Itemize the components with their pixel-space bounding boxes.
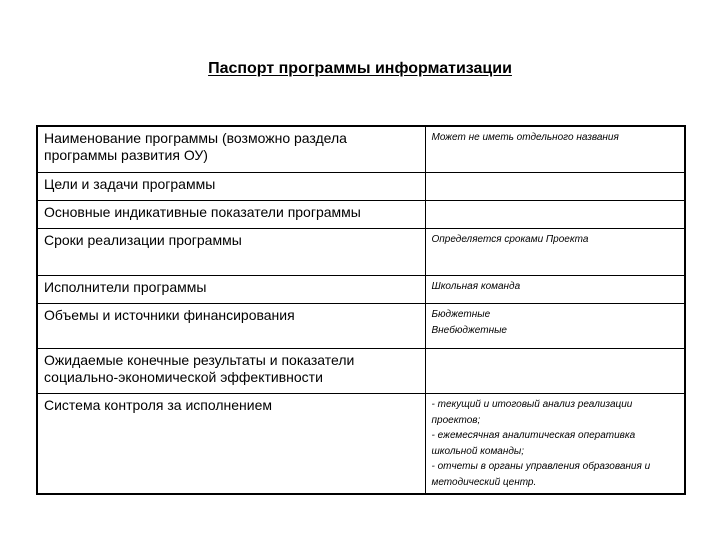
passport-table: [36, 125, 686, 495]
row-value-funding: [425, 304, 685, 348]
value-line: Бюджетные: [431, 309, 491, 321]
table-row: [37, 172, 685, 200]
row-label-goals: Цели и задачи программы: [37, 172, 425, 200]
table-row: [37, 275, 685, 303]
row-value-timeline: [425, 229, 685, 275]
table-row: [37, 201, 685, 229]
table-row: [37, 348, 685, 393]
row-value-control-system: [425, 394, 685, 494]
value-line: - текущий и итоговый анализ реализации проектов;: [431, 399, 633, 426]
row-value-executors: [425, 275, 685, 303]
table-row: [37, 126, 685, 172]
value-line: Определяется сроками Проекта: [431, 234, 589, 246]
value-line: - отчеты в органы управления образования и методический центр.: [431, 461, 651, 488]
row-label-program-name: Наименование программы (возможно раздела программы развития ОУ): [37, 126, 425, 172]
row-label-timeline: Сроки реализации программы: [37, 229, 425, 275]
row-value-indicators: [425, 201, 685, 229]
row-value-goals: [425, 172, 685, 200]
table-row: [37, 229, 685, 275]
row-label-control-system: Система контроля за исполнением: [37, 394, 425, 494]
row-label-expected-results: Ожидаемые конечные результаты и показатели социально-экономической эффективности: [37, 348, 425, 393]
row-value-program-name: [425, 126, 685, 172]
table-row: [37, 304, 685, 348]
value-line: - ежемесячная аналитическая оперативка школьной команды;: [431, 430, 636, 457]
row-label-funding: Объемы и источники финансирования: [37, 304, 425, 348]
row-label-indicators: Основные индикативные показатели программы: [37, 201, 425, 229]
page-title: Паспорт программы информатизации: [208, 60, 512, 77]
value-line: Внебюджетные: [431, 325, 507, 337]
value-line: Может не иметь отдельного названия: [431, 132, 619, 143]
value-line: Школьная команда: [431, 280, 521, 292]
row-value-expected-results: [425, 348, 685, 393]
row-label-executors: Исполнители программы: [37, 275, 425, 303]
table-row: [37, 394, 685, 494]
